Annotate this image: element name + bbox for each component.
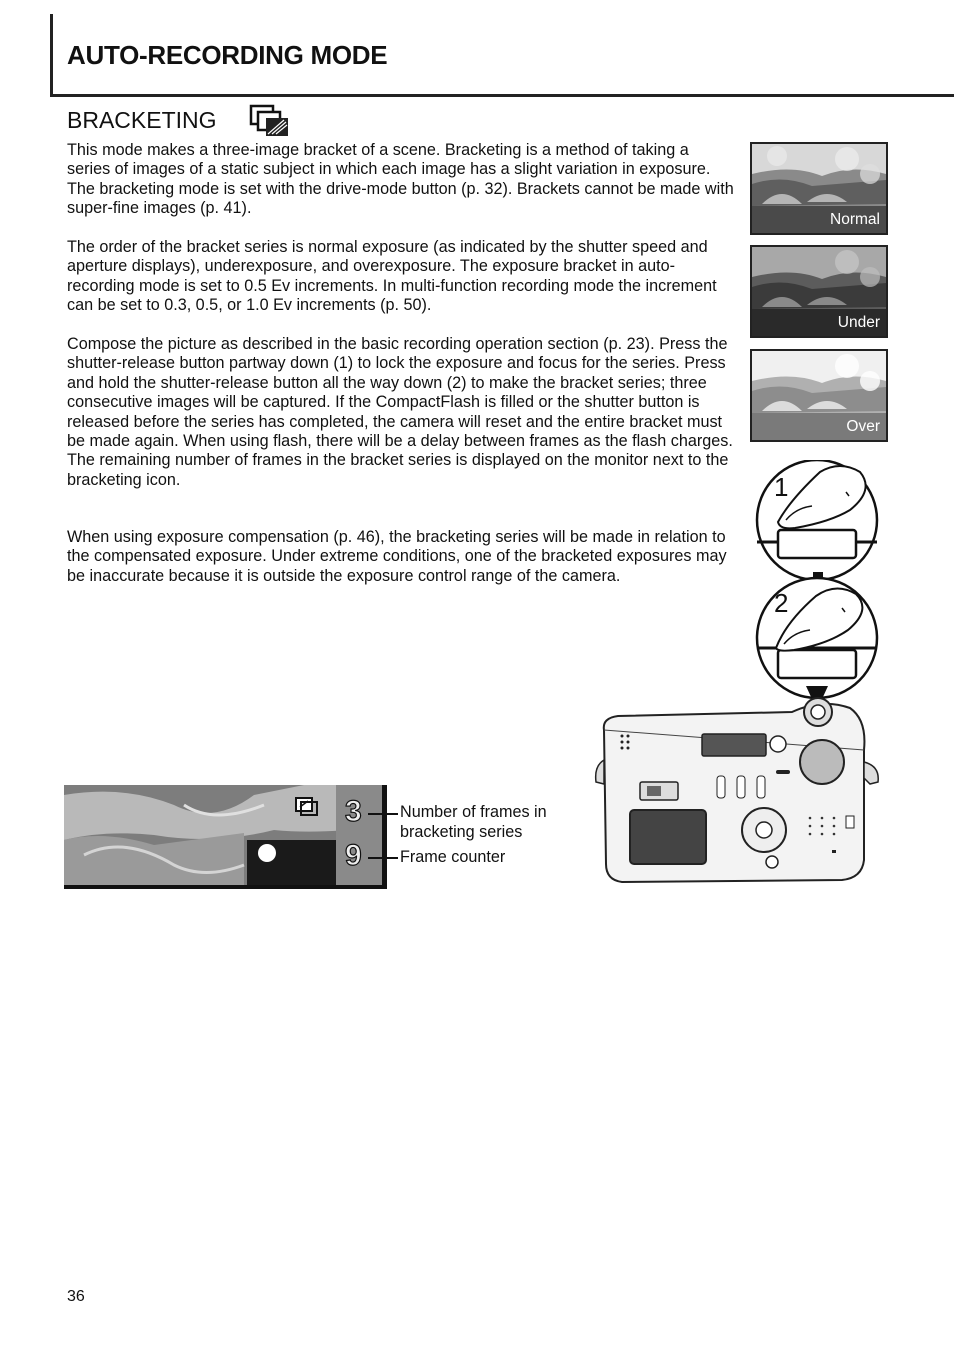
- thumbnail-normal: [750, 142, 888, 235]
- thumbnail-under: [750, 245, 888, 338]
- press-step-2-label: 2: [774, 588, 789, 618]
- thumbnail-label: Under: [837, 314, 880, 331]
- thumbnail-over: [750, 349, 888, 442]
- frames-in-bracket-value: 3: [345, 795, 362, 828]
- press-step-1-label: 1: [774, 472, 789, 502]
- frame-counter-value: 9: [345, 839, 362, 872]
- camera-illustration: [592, 690, 887, 890]
- callout-counter-label: Frame counter: [400, 848, 506, 866]
- header-rule-vertical: [50, 14, 53, 96]
- thumbnail-label: Normal: [830, 211, 880, 228]
- callout-line-counter: [368, 857, 398, 859]
- callout-line-frames: [368, 813, 398, 815]
- header-rule-horizontal: [50, 94, 954, 97]
- section-title: BRACKETING: [67, 107, 217, 133]
- bracketing-icon: [249, 104, 291, 138]
- press-step-2: [757, 578, 877, 698]
- callout-frames-label: Number of frames in bracketing series: [400, 803, 547, 841]
- record-indicator-icon: [258, 844, 276, 862]
- thumbnail-label: Over: [846, 418, 880, 435]
- page-number: 36: [67, 1288, 85, 1305]
- paragraph-intro: This mode makes a three-image bracket of a scene. Bracketing is a method of taking a series of images of a static subject in which each image has a slight variation in exposure. The bracketing mode is set with the drive-mode button (p. 32). Brackets cannot be made with super-fine images (p. 41).: [67, 141, 734, 218]
- monitor-display: [64, 785, 387, 889]
- paragraph-operation: Compose the picture as described in the basic recording operation section (p. 23). Press the shutter-release button partway down (1) to lock the exposure and focus for the series. Press and hold the shutter-release button all the way down (2) to make the bracket series; three consecutive images will be captured. If the CompactFlash is filled or the shutter button is released before the series has completed, the camera will reset and the entire bracket must be made again. When using flash, there will be a delay between frames as the flash charges. The remaining number of frames in the bracket series is displayed on the monitor next to the bracketing icon.: [67, 335, 733, 489]
- paragraph-compensation: When using exposure compensation (p. 46), the bracketing series will be made in relation to the compensated exposure. Under extreme conditions, one of the bracketed exposures may be inaccurate because it is outside the exposure control range of the camera.: [67, 528, 727, 585]
- paragraph-order: The order of the bracket series is normal exposure (as indicated by the shutter speed and aperture displays), underexposure, and overexposure. The exposure bracket in auto-recording mode is set to 0.5 Ev increments. In multi-function recording mode the increment can be set to 0.3, 0.5, or 1.0 Ev increments (p. 50).: [67, 238, 717, 315]
- press-step-1: [757, 460, 877, 580]
- page-title: AUTO-RECORDING MODE: [67, 40, 388, 70]
